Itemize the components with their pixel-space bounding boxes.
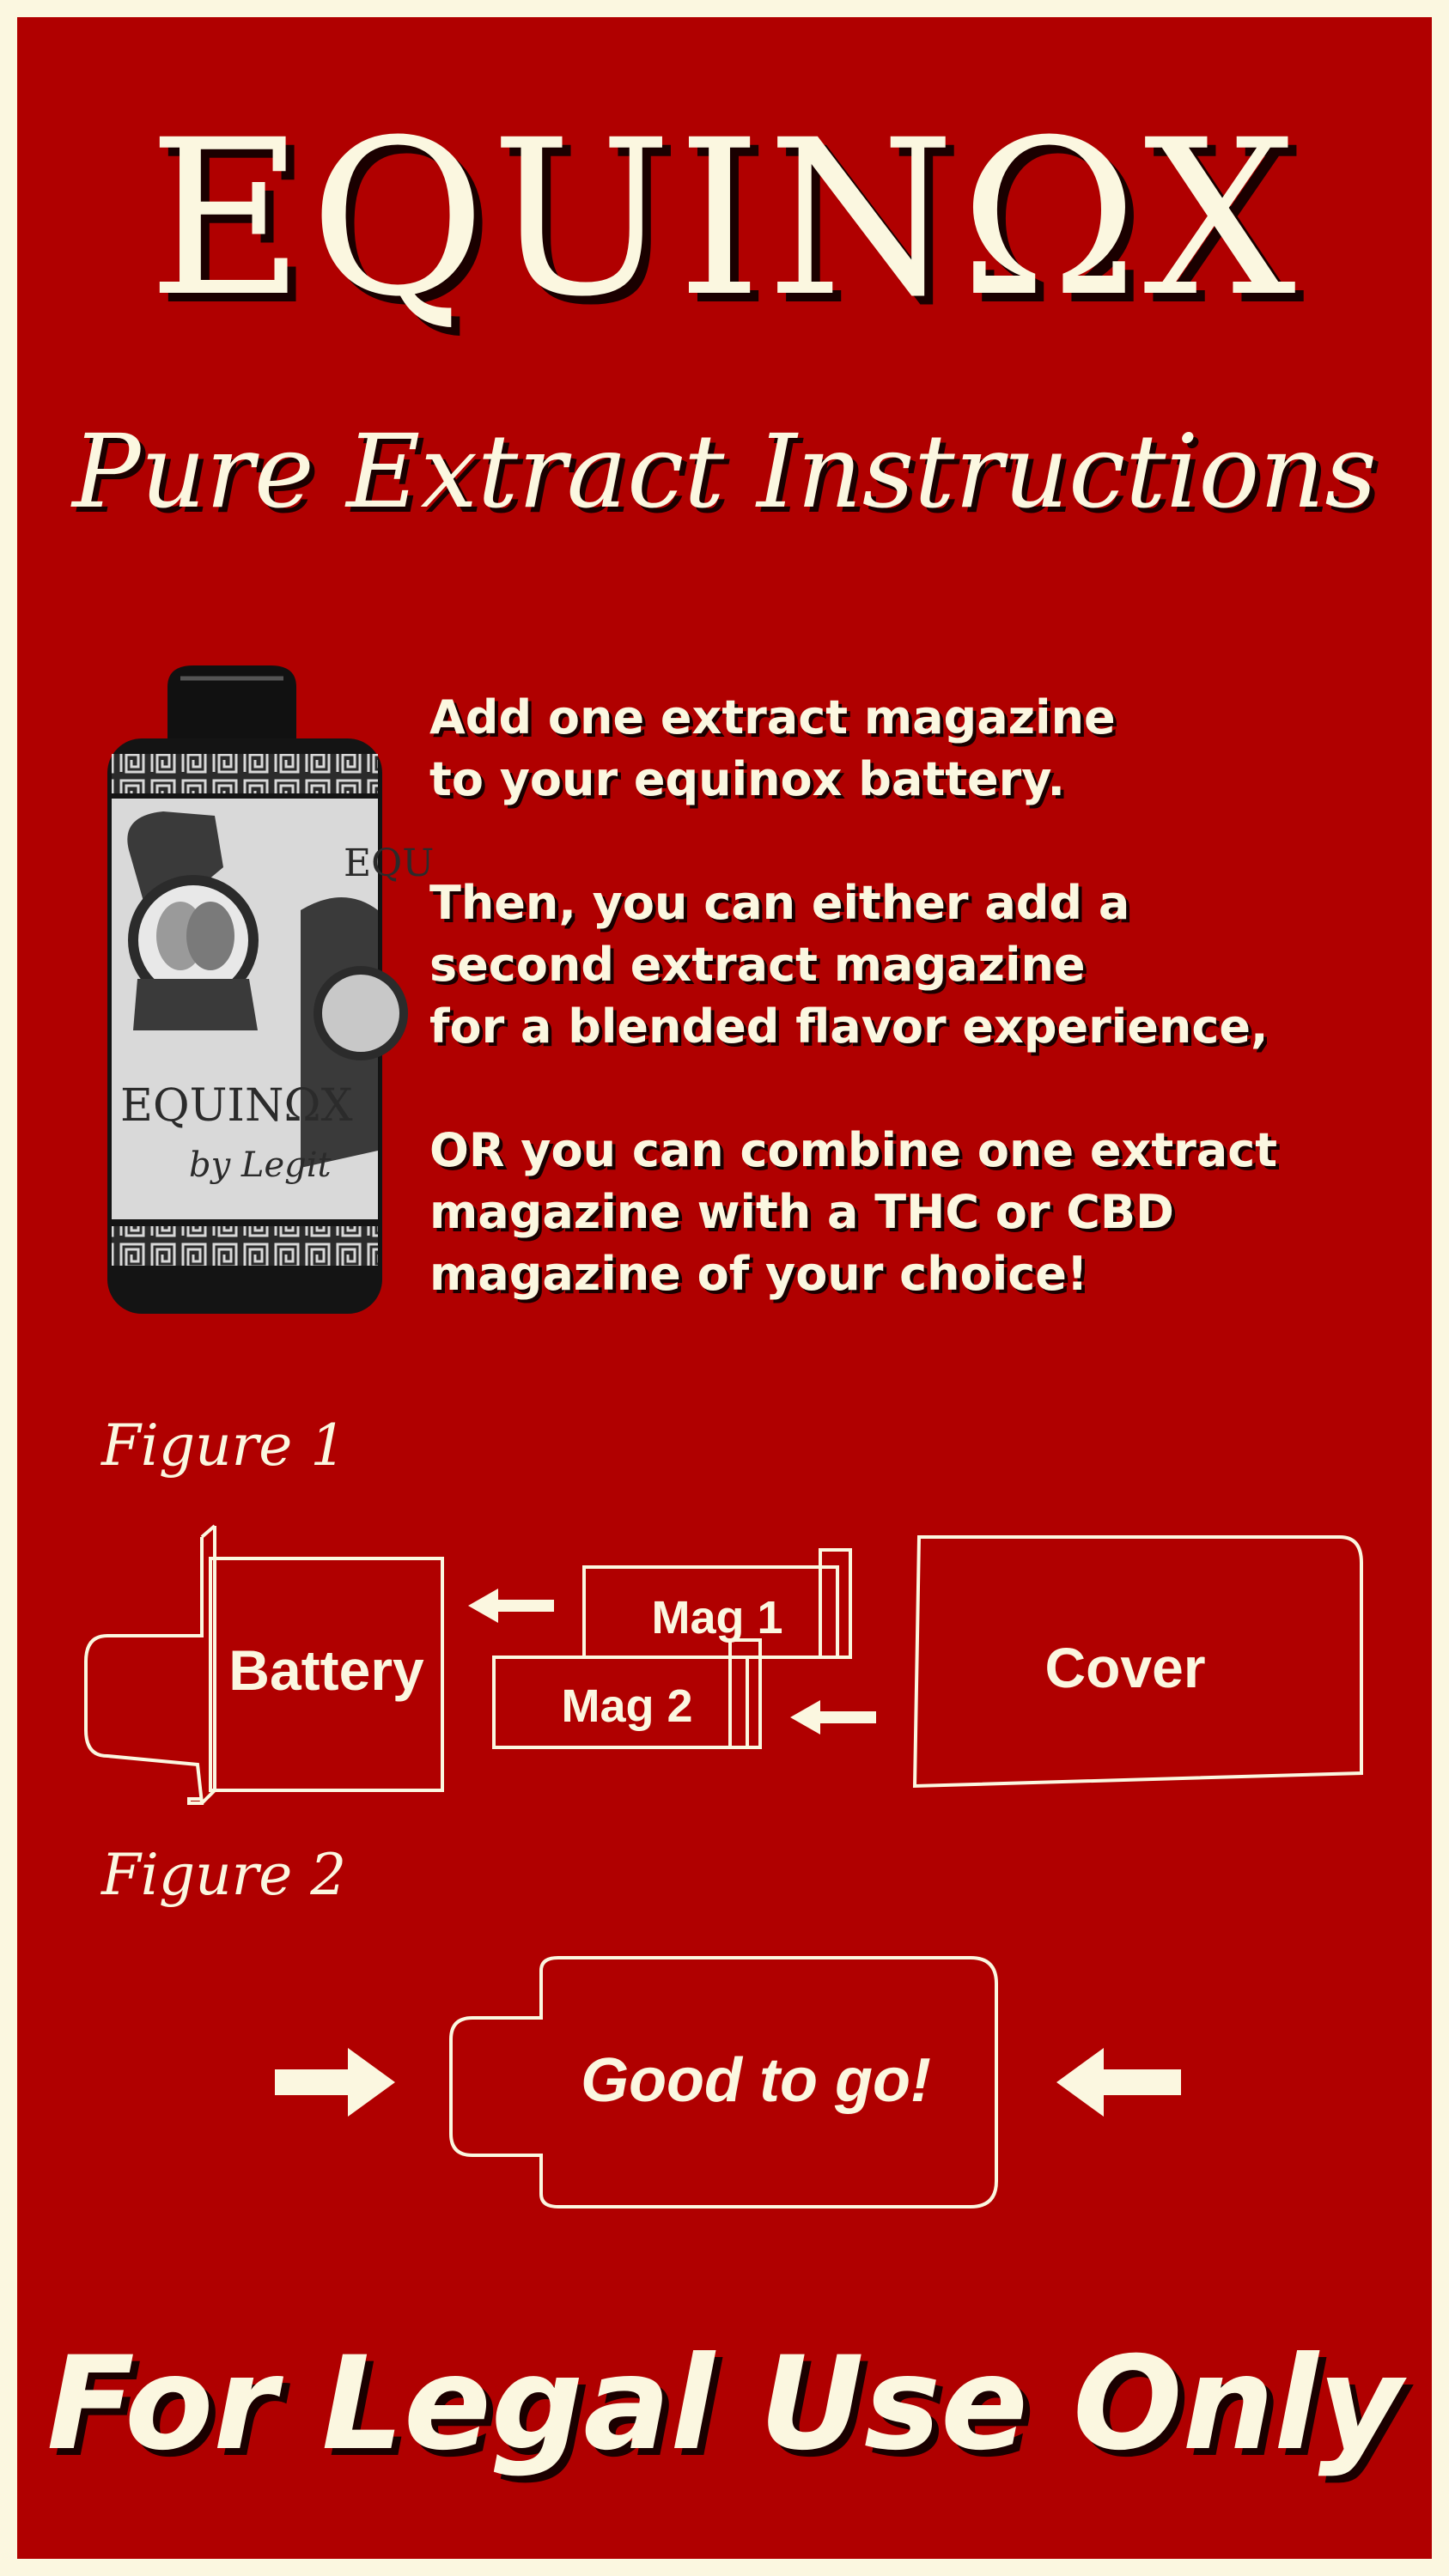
arrow-left-icon xyxy=(790,1700,876,1735)
page-subtitle: Pure Extract Instructions xyxy=(72,412,1377,531)
good-to-go-label: Good to go! xyxy=(581,2046,931,2115)
poster xyxy=(17,17,1432,2559)
instruction-paragraph-3 xyxy=(429,1120,1409,1305)
instruction-paragraph-1 xyxy=(429,687,1409,811)
arrow-left-icon xyxy=(1056,2048,1181,2117)
instruction-line: magazine of your choice! xyxy=(429,1247,1088,1301)
figure1-label: Figure 1 xyxy=(101,1413,347,1479)
mag1-label: Mag 1 xyxy=(651,1592,783,1643)
footer-legal-notice: For Legal Use Only xyxy=(46,2330,1403,2479)
device-label-fragment: EQU xyxy=(344,841,435,885)
mag2-label: Mag 2 xyxy=(561,1680,693,1732)
device-label-brand: EQUINΩX xyxy=(120,1080,353,1132)
instructions-text xyxy=(429,687,1409,1367)
instruction-line: Add one extract magazine xyxy=(429,690,1116,744)
device-label-byline: by Legit xyxy=(189,1145,332,1185)
arrow-left-icon xyxy=(468,1589,554,1623)
instruction-line: to your equinox battery. xyxy=(429,752,1066,806)
brand-title: EQUINΩX xyxy=(148,94,1301,343)
instruction-paragraph-2 xyxy=(429,872,1409,1058)
figure1-diagram xyxy=(17,1511,1432,1803)
vape-device-icon xyxy=(86,653,435,1331)
instruction-line: magazine with a THC or CBD xyxy=(429,1185,1174,1239)
cover-label: Cover xyxy=(1044,1636,1206,1699)
instruction-line: Then, you can either add a xyxy=(429,876,1130,930)
figure2-label: Figure 2 xyxy=(101,1842,347,1908)
instruction-line: for a blended flavor experience, xyxy=(429,999,1269,1054)
arrow-right-icon xyxy=(275,2048,395,2117)
battery-outline xyxy=(86,1537,202,1803)
battery-label: Battery xyxy=(228,1638,424,1702)
battery-side xyxy=(202,1526,215,1803)
instruction-line: second extract magazine xyxy=(429,938,1086,992)
instruction-line: OR you can combine one extract xyxy=(429,1123,1278,1177)
figure2-diagram xyxy=(17,1936,1432,2228)
